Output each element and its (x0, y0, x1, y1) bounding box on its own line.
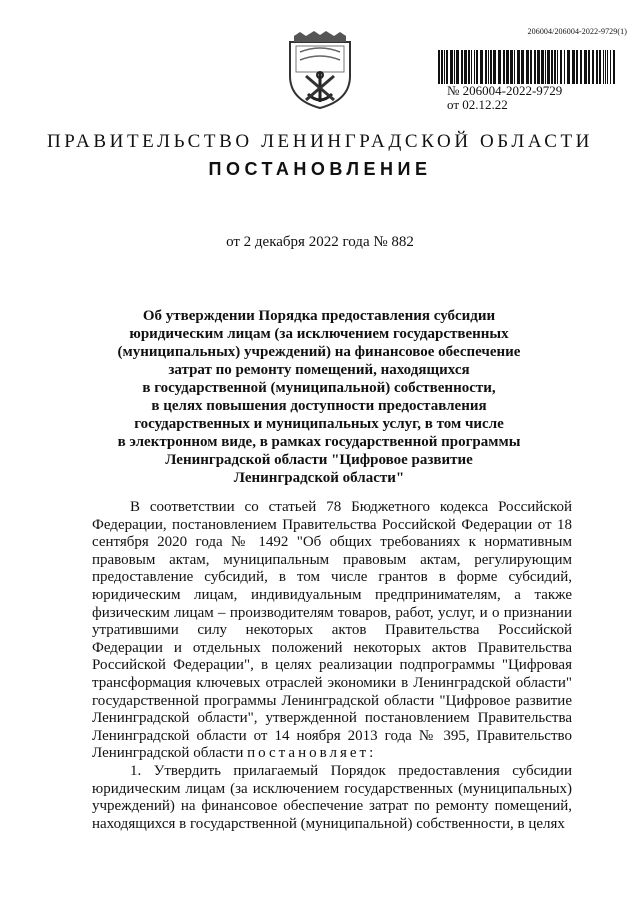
preamble-paragraph (92, 499, 572, 763)
title-line: затрат по ремонту помещений, находящихся (168, 362, 470, 378)
title-line: в целях повышения доступности предоставления (151, 398, 487, 414)
title-line: юридическим лицам (за исключением государственных (129, 326, 509, 342)
document-type: ПОСТАНОВЛЕНИЕ (208, 159, 432, 179)
government-name: ПРАВИТЕЛЬСТВО ЛЕНИНГРАДСКОЙ ОБЛАСТИ (46, 131, 594, 152)
decree-date-number: от 2 декабря 2022 года № 882 (226, 234, 414, 250)
decree-body (92, 499, 572, 833)
title-line: в государственной (муниципальной) собственности, (142, 380, 496, 396)
title-line: государственных и муниципальных услуг, в том числе (134, 416, 504, 432)
resolves-word: постановляет: (247, 745, 377, 762)
decree-title (94, 307, 544, 487)
document-reference: 206004/206004-2022-9729(1) (527, 27, 627, 36)
title-line: (муниципальных) учреждений) на финансовое обеспечение (117, 344, 521, 360)
title-line: Об утверждении Порядка предоставления субсидии (142, 308, 496, 324)
registration-stamp (447, 84, 562, 112)
clause-1-paragraph: 1. Утвердить прилагаемый Порядок предоставления субсидии юридическим лицам (за исключением государственных (муниципальных) учреждений) на финансовое обеспечение затрат по ремонту помещений, находящихся в государственной (муниципальной) собственности, в целях (92, 762, 572, 832)
registration-number: № 206004-2022-9729 (447, 83, 563, 98)
preamble-text: В соответствии со статьей 78 Бюджетного кодекса Российской Федерации, постановлением Правительства Российской Федерации от 18 сентября 2020 года № 1492 "Об общих требованиях к нормативным правовым актам, муниципальным правовым актам, регулирующим предоставление субсидий, в том числе грантов в форме субсидий, юридическим лицам, индивидуальным предпринимателям, а также физическим лицам – производителям товаров, работ, услуг, и о признании утратившими силу некоторых актов Правительства Российской Федерации и отдельных положений некоторых актов Правительства Российской Федерации", в целях реализации подпрограммы "Цифровая трансформация ключевых отраслей экономики в Ленинградской области" государственной программы Ленинградской области "Цифровое развитие Ленинградской области", утвержденной постановлением Правительства Ленинградской области от 14 ноября 2013 года № 395, Правительство Ленинградской области (92, 499, 572, 762)
title-line: в электронном виде, в рамках государственной программы (117, 434, 521, 450)
title-line: Ленинградской области "Цифровое развитие (165, 452, 473, 468)
coat-of-arms-icon (286, 30, 354, 110)
title-line: Ленинградской области" (233, 470, 405, 486)
registration-date: от 02.12.22 (447, 97, 508, 112)
barcode-icon (438, 50, 616, 84)
